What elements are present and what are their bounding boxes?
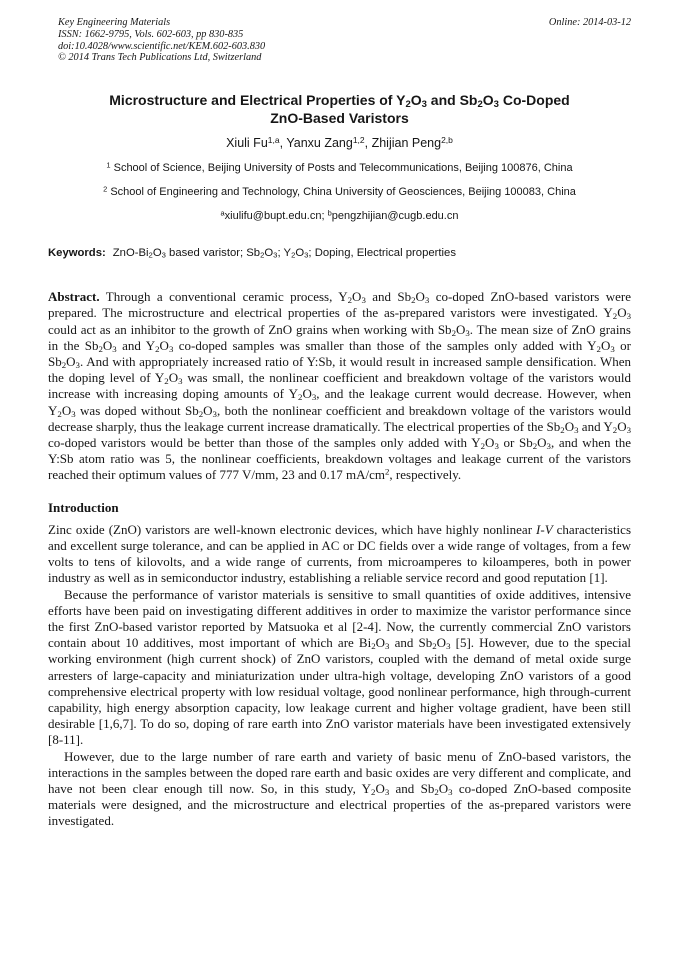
abstract-paragraph: Abstract. Through a conventional ceramic process, $Y_2O_3$ and $Sb_2O_3$ co-doped ZnO-based varistors were prepared. The microstructure and electrical properties of the as-prepared varistors were investigated. $Y_2O_3$ could act as an inhibitor to the growth of ZnO grains when working with $Sb_2O_3$. The mean size of ZnO grains in the $Sb_2O_3$ and $Y_2O_3$ co-doped samples was smaller than those of the samples only added with $Y_2O_3$ or $Sb_2O_3$. And with appropriately increased ratio of Y:Sb, it would result in increased sample densification. When the doping level of $Y_2O_3$ was small, the nonlinear coefficient and breakdown voltage of the varistors would increase with increasing doping amounts of $Y_2O_3$, and the leakage current would decrease. However, when $Y_2O_3$ was doped without $Sb_2O_3$, both the nonlinear coefficient and breakdown voltage of the varistors would decrease sharply, thus the leakage current increase dramatically. The electrical properties of the $Sb_2O_3$ and $Y_2O_3$ co-doped varistors would be better than those of the samples only added with $Y_2O_3$ or $Sb_2O_3$, and when the Y:Sb atom ratio was 5, the nonlinear coefficients, breakdown voltages and leakage current of the varistors reached their optimum values of 777 V/mm, 23 and 0.17 $mA/cm^2$, respectively.: [48, 289, 632, 483]
page-content: [48, 0, 631, 830]
keywords-text: ZnO-$Bi_2O_3$ based varistor; $Sb_2O_3$; $Y_2O_3$; Doping, Electrical properties: [112, 247, 456, 260]
keywords-label: Keywords:: [48, 247, 106, 260]
paper-title: [48, 91, 631, 127]
copyright-line: © 2014 Trans Tech Publications Ltd, Switzerland: [58, 52, 262, 64]
affiliation-2: $^2$ School of Engineering and Technology, China University of Geosciences, Beijing 100083, China: [103, 184, 576, 199]
intro-paragraph-2: Because the performance of varistor materials is sensitive to small quantities of oxide additives, intensive efforts have been paid on investigating different additives in order to maximize the varistor performance since the first ZnO-based varistor reported by Matsuoka et al [2-4]. Now, the currently commercial ZnO varistors contain about 10 additives, most important of which are $Bi_2O_3$ and $Sb_2O_3$ [5]. However, due to the special working environment (high current shock) of ZnO varistors, coupled with the demand of metal oxide surge arresters of large-capacity and miniaturization under ultra-high voltage, developing ZnO varistors of a good comprehensive electrical property with low residual voltage, good nonlinear performance, high through-current capability, high energy absorption capacity, low leakage current and higher voltage gradient, have been still desirable [1,6,7]. To do so, doping of rare earth into ZnO varistor materials have been investigated extensively [8-11].: [48, 586, 631, 748]
author-emails-line: $^a$xiulifu@bupt.edu.cn; $^b$pengzhijian@cugb.edu.cn: [220, 208, 459, 223]
journal-info-block: [48, 17, 265, 64]
affiliation-1: $^1$ School of Science, Beijing University of Posts and Telecommunications, Beijing 100876, China: [106, 160, 573, 175]
journal-name: Key Engineering Materials: [58, 17, 171, 28]
online-date: Online: 2014-03-12: [548, 17, 631, 28]
keywords-line: [48, 246, 631, 260]
paper-title-line-2: ZnO-Based Varistors: [270, 110, 409, 127]
issn-volume-pages-line: ISSN: 1662-9795, Vols. 602-603, pp 830-835: [58, 28, 244, 40]
journal-header: [48, 17, 631, 64]
intro-paragraph-1: Zinc oxide (ZnO) varistors are well-known electronic devices, which have highly nonlinear I-V characteristics and excellent surge tolerance, and can be applied in AC or DC fields over a wide range of voltages, from a few volts to tens of kilovolts, and a wide range of currents, from microamperes to kiloamperes, both in power industry as well as in semiconductor industry, establishing a reliable service record and good reputation [1].: [48, 521, 631, 586]
authors-line: Xiuli Fu$^{1,a}$, Yanxu Zang$^{1,2}$, Zhijian Peng$^{2,b}$: [226, 134, 453, 151]
doi-line: doi:10.4028/www.scientific.net/KEM.602-603.830: [58, 40, 266, 52]
intro-paragraph-3: However, due to the large number of rare earth and variety of basic menu of ZnO-based varistors, the interactions in the samples between the doped rare earth and basic oxides are very different and complicate, and have not been clear enough till now. So, in this study, $Y_2O_3$ and $Sb_2O_3$ co-doped ZnO-based composite materials were designed, and the microstructure and electrical properties of the as-prepared varistors were investigated.: [48, 748, 632, 829]
paper-title-line-1: Microstructure and Electrical Properties of $Y_2O_3$ and $Sb_2O_3$ Co-Doped: [109, 92, 570, 111]
section-heading-introduction: Introduction: [48, 499, 119, 515]
